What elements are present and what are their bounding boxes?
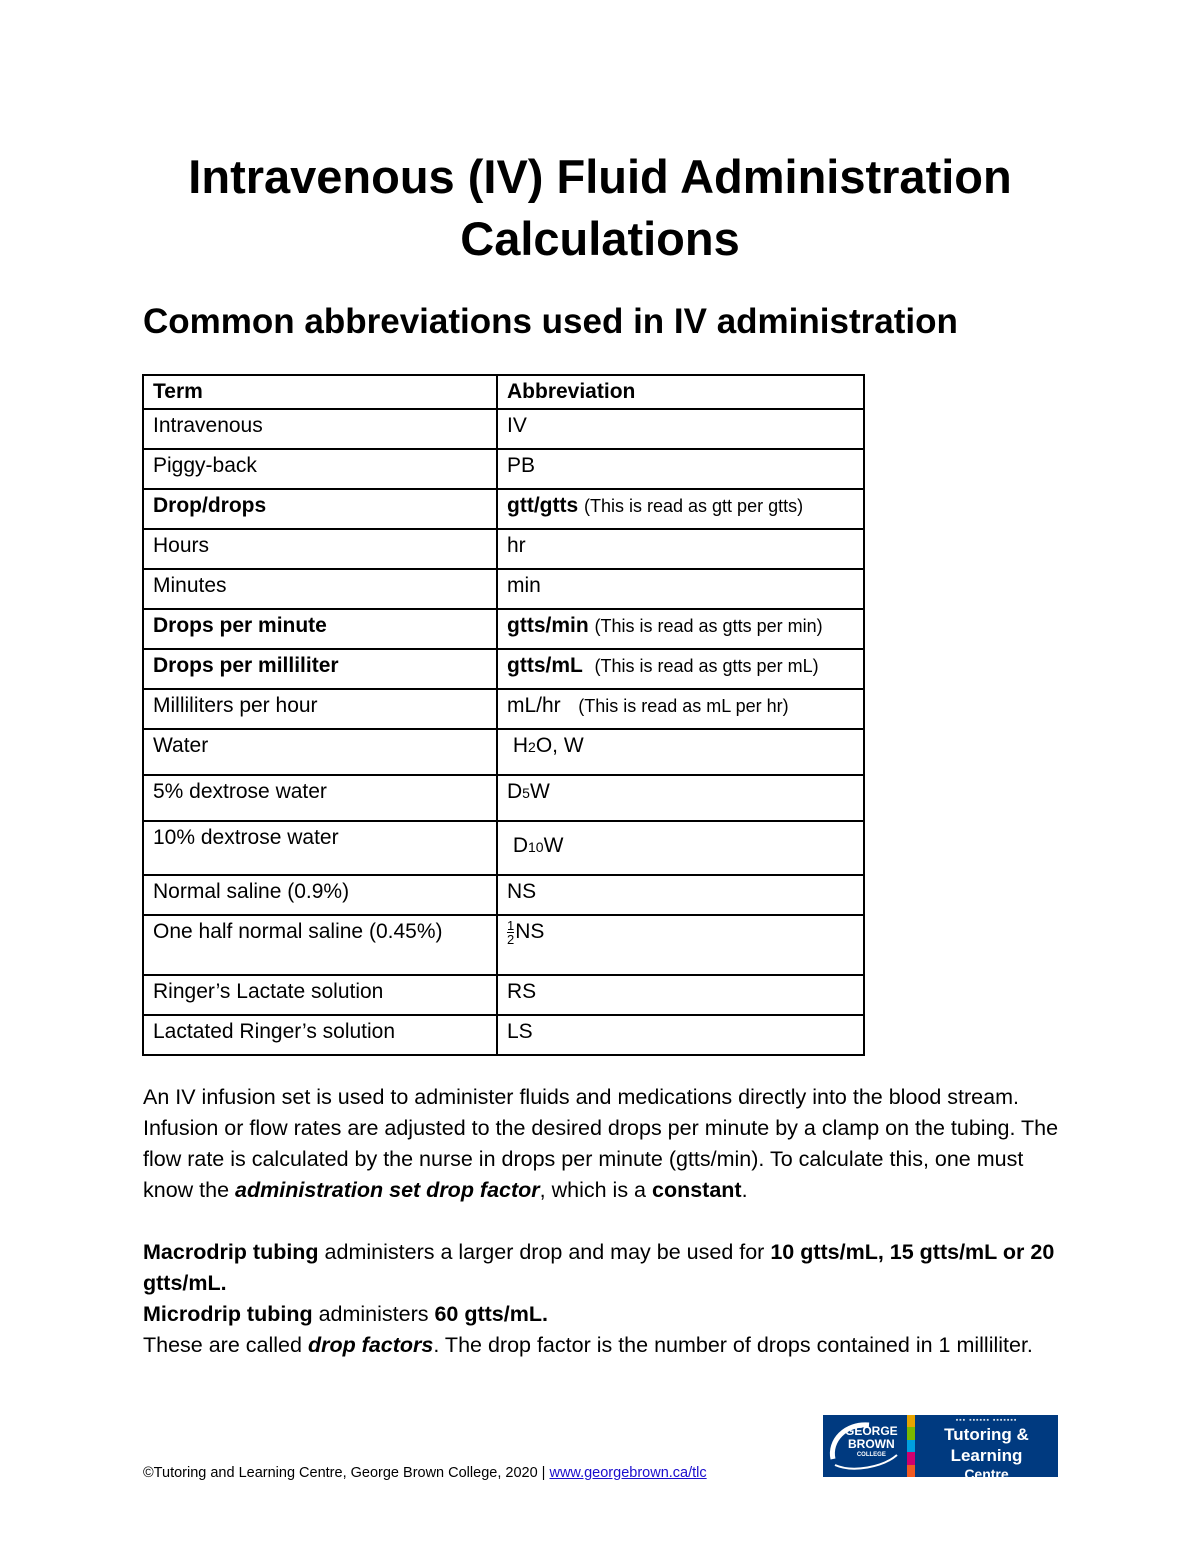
abbr-note: (This is read as gtts per min) [594, 616, 823, 636]
table-row [143, 569, 864, 609]
abbr-part: D [512, 834, 529, 857]
abbr-subscript: 5 [522, 785, 530, 801]
fraction-denominator: 2 [507, 931, 515, 947]
abbr-cell: hr [497, 529, 864, 569]
abbr-value: NS [515, 920, 545, 943]
strong-text: Macrodrip tubing [143, 1240, 319, 1264]
paragraph-infusion [143, 1082, 1073, 1206]
abbr-value: gtt/gtts [507, 494, 579, 517]
george-brown-logo [823, 1415, 907, 1477]
fraction-numerator: 1 [507, 917, 515, 933]
table-row [143, 649, 864, 689]
logo-brown: BROWN [848, 1437, 895, 1451]
table-row [143, 775, 864, 821]
section-heading: Common abbreviations used in IV administration [143, 302, 958, 341]
abbreviations-table [142, 374, 865, 1056]
term-cell: 5% dextrose water [143, 775, 497, 821]
tutoring-learning-centre-logo [823, 1415, 1058, 1482]
table-row [143, 1015, 864, 1055]
term-cell: Minutes [143, 569, 497, 609]
text-run: . [741, 1178, 748, 1202]
paragraph-macrodrip [143, 1237, 1073, 1299]
title-line-2: Calculations [460, 212, 740, 265]
emphasis: administration set drop factor [235, 1178, 540, 1202]
abbr-value: gtts/min [507, 614, 589, 637]
abbr-value: mL/hr [507, 694, 561, 717]
abbr-cell: RS [497, 975, 864, 1015]
abbr-cell: PB [497, 449, 864, 489]
abbr-cell: NS [497, 875, 864, 915]
text-run: administers a larger drop and may be used for [318, 1240, 771, 1264]
abbr-part: D [507, 780, 523, 803]
abbr-part: W [529, 780, 550, 803]
abbr-subscript: 10 [528, 839, 544, 855]
table-row [143, 821, 864, 875]
header-abbreviation: Abbreviation [497, 375, 864, 409]
abbr-cell [497, 689, 864, 729]
logo-line-2: Centre [964, 1466, 1009, 1482]
strong-text: 10 gtts/mL, 15 gtts/mL or 20 gtts/mL [143, 1240, 1055, 1295]
term-cell: Intravenous [143, 409, 497, 449]
text-run: . The drop factor is the number of drops contained in 1 milliliter. [433, 1333, 1033, 1357]
abbr-cell: LS [497, 1015, 864, 1055]
term-cell: Drop/drops [143, 489, 497, 529]
strong-text: constant [651, 1178, 742, 1202]
logo-college: COLLEGE [856, 1452, 886, 1458]
text-run: These are called [143, 1333, 308, 1357]
term-cell: Ringer’s Lactate solution [143, 975, 497, 1015]
term-cell: Water [143, 729, 497, 775]
abbr-cell [497, 915, 864, 975]
copyright-text: ©Tutoring and Learning Centre, George Brown College, 2020 | [143, 1465, 550, 1481]
table-row [143, 409, 864, 449]
abbr-cell [497, 649, 864, 689]
website-link[interactable]: www.georgebrown.ca/tlc [549, 1465, 707, 1481]
abbr-subscript: 2 [528, 739, 536, 755]
table-row [143, 915, 864, 975]
abbr-cell [497, 821, 864, 875]
header-term: Term [143, 375, 497, 409]
strong-text: Microdrip tubing [143, 1302, 313, 1326]
title-line-1: Intravenous (IV) Fluid Administration [188, 150, 1012, 203]
abbr-note: (This is read as gtt per gtts) [584, 496, 804, 516]
table-row [143, 689, 864, 729]
footer [143, 1464, 707, 1482]
strong-text: 60 gtts/mL [434, 1302, 542, 1326]
paragraph-microdrip [143, 1299, 1073, 1330]
abbr-cell [497, 609, 864, 649]
abbr-note: (This is read as gtts per mL) [594, 656, 819, 676]
text-run: An IV infusion set is used to administer fluids and medications directly into the blood stream. Infusion or flow rates are adjusted to the desired drops per minute by a clamp on the tubing. The flow rate is calculated by the nurse in drops per minute (gtts/min). To calculate this, one must know the [143, 1085, 1059, 1202]
text-run: administers [312, 1302, 435, 1326]
body-text [143, 1082, 1073, 1361]
term-cell: Normal saline (0.9%) [143, 875, 497, 915]
abbr-cell [497, 775, 864, 821]
abbr-part: O, W [535, 734, 584, 757]
color-strip [907, 1415, 915, 1477]
term-cell: Milliliters per hour [143, 689, 497, 729]
text-run: , which is a [539, 1178, 652, 1202]
table-row [143, 529, 864, 569]
term-cell: Hours [143, 529, 497, 569]
emphasis: drop factors [307, 1333, 434, 1357]
page-title [0, 146, 1200, 270]
abbr-note: (This is read as mL per hr) [578, 696, 789, 716]
text-run: . [542, 1302, 548, 1326]
term-cell: Piggy-back [143, 449, 497, 489]
term-cell: Drops per milliliter [143, 649, 497, 689]
table-header-row [143, 375, 864, 409]
abbr-value: gtts/mL [507, 654, 583, 677]
text-run: . [220, 1271, 227, 1295]
table-row [143, 449, 864, 489]
term-cell: One half normal saline (0.45%) [143, 915, 497, 975]
paragraph-drop-factors [143, 1330, 1073, 1361]
abbr-part: H [512, 734, 529, 757]
fraction [507, 919, 514, 946]
logo-text: ▪▪▪ ▪▪▪▪▪▪ ▪▪▪▪▪▪▪ Tutoring & Learning Centre [915, 1415, 1058, 1477]
term-cell: Drops per minute [143, 609, 497, 649]
abbr-cell: min [497, 569, 864, 609]
term-cell: Lactated Ringer’s solution [143, 1015, 497, 1055]
logo-george: GEORGE [845, 1424, 898, 1438]
table-row [143, 975, 864, 1015]
table-row [143, 489, 864, 529]
abbr-cell [497, 729, 864, 775]
abbr-part: W [543, 834, 564, 857]
term-cell: 10% dextrose water [143, 821, 497, 875]
abbr-cell: IV [497, 409, 864, 449]
table-row [143, 609, 864, 649]
table-row [143, 875, 864, 915]
table-row [143, 729, 864, 775]
logo-line-1: Tutoring & Learning [944, 1425, 1029, 1465]
abbr-cell [497, 489, 864, 529]
